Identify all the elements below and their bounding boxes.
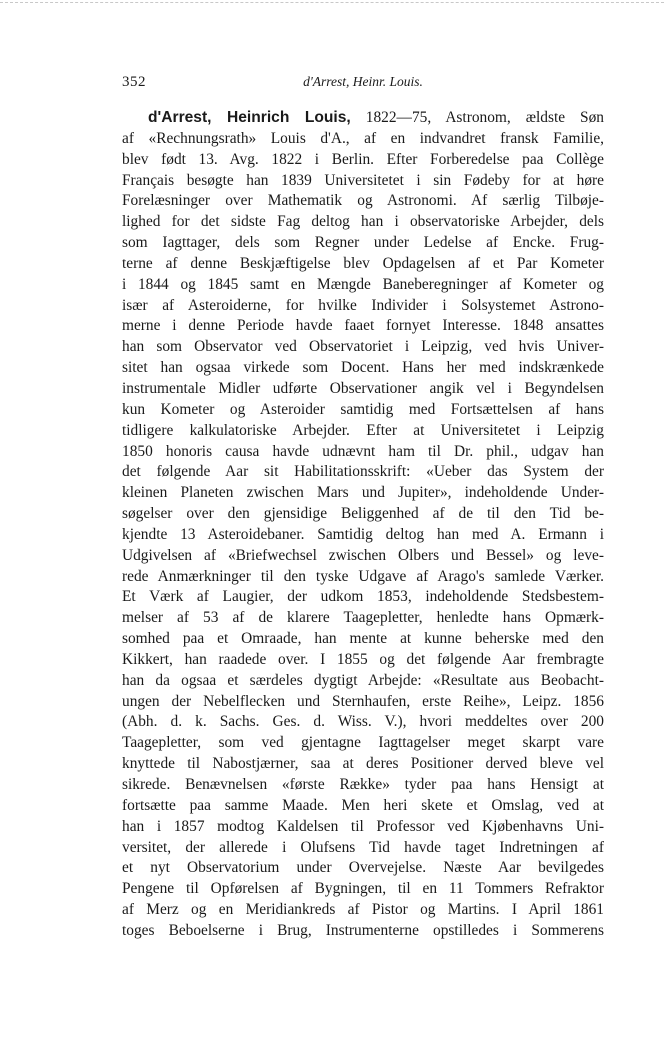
text-line: søgelser over den gjensidige Beliggenhed af de til den Tid be- — [122, 505, 604, 523]
text-line: (Abh. d. k. Sachs. Ges. d. Wiss. V.), hvori meddeltes over 200 — [122, 713, 604, 731]
text-line: lighed for det sidste Fag deltog han i observatoriske Arbejder, dels — [122, 213, 604, 231]
text-line: han da ogsaa et særdeles dygtigt Arbejde: «Resultate aus Beobacht- — [122, 671, 604, 689]
text-line: knyttede til Nabostjærner, saa at deres Positioner derved bleve vel — [122, 755, 604, 773]
text-line: Forelæsninger over Mathematik og Astronomi. Af særlig Tilbøje- — [122, 192, 604, 210]
text-line: Pengene til Opførelsen af Bygningen, til en 11 Tommers Refraktor — [122, 880, 604, 898]
entry-first-line — [122, 108, 604, 129]
text-line: i 1844 og 1845 samt en Mængde Baneberegninger af Kometer og — [122, 275, 604, 293]
page-number: 352 — [122, 74, 146, 90]
text-line: af «Rechnungsrath» Louis d'A., af en indvandret fransk Familie, — [122, 129, 604, 147]
entry-headword: d'Arrest, Heinrich Louis, — [148, 109, 351, 126]
text-line: kjendte 13 Asteroidebaner. Samtidig deltog han med A. Ermann i — [122, 525, 604, 543]
text-line: af Merz og en Meridiankreds af Pistor og Martins. I April 1861 — [122, 901, 604, 919]
text-line: Et Værk af Laugier, der udkom 1853, indeholdende Stedsbestem- — [122, 588, 604, 606]
text-line: sitet han ogsaa virkede som Docent. Hans her med indskrænkede — [122, 359, 604, 377]
text-line: især af Asteroiderne, for hvilke Individer i Solsystemet Astrono- — [122, 296, 604, 314]
running-title: d'Arrest, Heinr. Louis. — [303, 74, 423, 89]
top-edge-rule — [0, 2, 664, 3]
text-line: blev født 13. Avg. 1822 i Berlin. Efter Forberedelse paa Collège — [122, 150, 604, 168]
text-line: ungen der Nebelflecken und Sternhaufen, erste Reihe», Leipz. 1856 — [122, 692, 604, 710]
text-line: Kikkert, han raadede over. I 1855 og det følgende Aar frembragte — [122, 650, 604, 668]
running-head — [122, 74, 604, 94]
text-line: det følgende Aar sit Habilitationsskrift: «Ueber das System der — [122, 463, 604, 481]
text-line: Udgivelsen af «Briefwechsel zwischen Olbers und Bessel» og leve- — [122, 546, 604, 564]
text-line: rede Anmærkninger til den tyske Udgave af Arago's samlede Værker. — [122, 567, 604, 585]
text-line: melser af 53 af de klarere Taagepletter, henledte hans Opmærk- — [122, 609, 604, 627]
entry-text — [122, 108, 604, 942]
text-line: sikrede. Benævnelsen «første Række» tyder paa hans Hensigt at — [122, 776, 604, 793]
text-line: somhed paa et Omraade, han mente at kunne beherske med den — [122, 630, 604, 648]
text-line: kun Kometer og Asteroider samtidig med Fortsættelsen af hans — [122, 400, 604, 418]
text-line: 1850 honoris causa havde udnævnt ham til Dr. phil., udgav han — [122, 442, 604, 460]
text-line: fortsætte paa samme Maade. Men heri skete et Omslag, ved at — [122, 796, 604, 814]
text-line: Taagepletter, som ved gjentagne Iagttagelser meget skarpt vare — [122, 734, 604, 752]
text-line: Français besøgte han 1839 Universitetet i sin Fødeby for at høre — [122, 171, 604, 189]
entry-first-line-rest: 1822—75, Astronom, ældste Søn — [365, 109, 604, 126]
text-line: instrumentale Midler udførte Observationer angik vel i Begyndelsen — [122, 379, 604, 397]
text-line: toges Beboelserne i Brug, Instrumenterne opstilledes i Sommerens — [122, 921, 604, 939]
text-line: som Iagttager, dels som Regner under Ledelse af Encke. Frug- — [122, 234, 604, 252]
text-line: et nyt Observatorium under Overvejelse. Næste Aar bevilgedes — [122, 859, 604, 877]
text-line: tidligere kalkulatoriske Arbejder. Efter at Universitetet i Leipzig — [122, 421, 604, 439]
text-line: han i 1857 modtog Kaldelsen til Professor ved Kjøbenhavns Uni- — [122, 817, 604, 835]
text-line: han som Observator ved Observatoriet i Leipzig, ved hvis Univer- — [122, 338, 604, 356]
text-line: terne af denne Beskjæftigelse blev Opdagelsen af et Par Kometer — [122, 254, 604, 272]
text-line: kleinen Planeten zwischen Mars und Jupiter», indeholdende Under- — [122, 484, 604, 502]
text-line: merne i denne Periode havde faaet fornyet Interesse. 1848 ansattes — [122, 317, 604, 335]
text-line: versitet, der allerede i Olufsens Tid havde taget Indretningen af — [122, 838, 604, 856]
